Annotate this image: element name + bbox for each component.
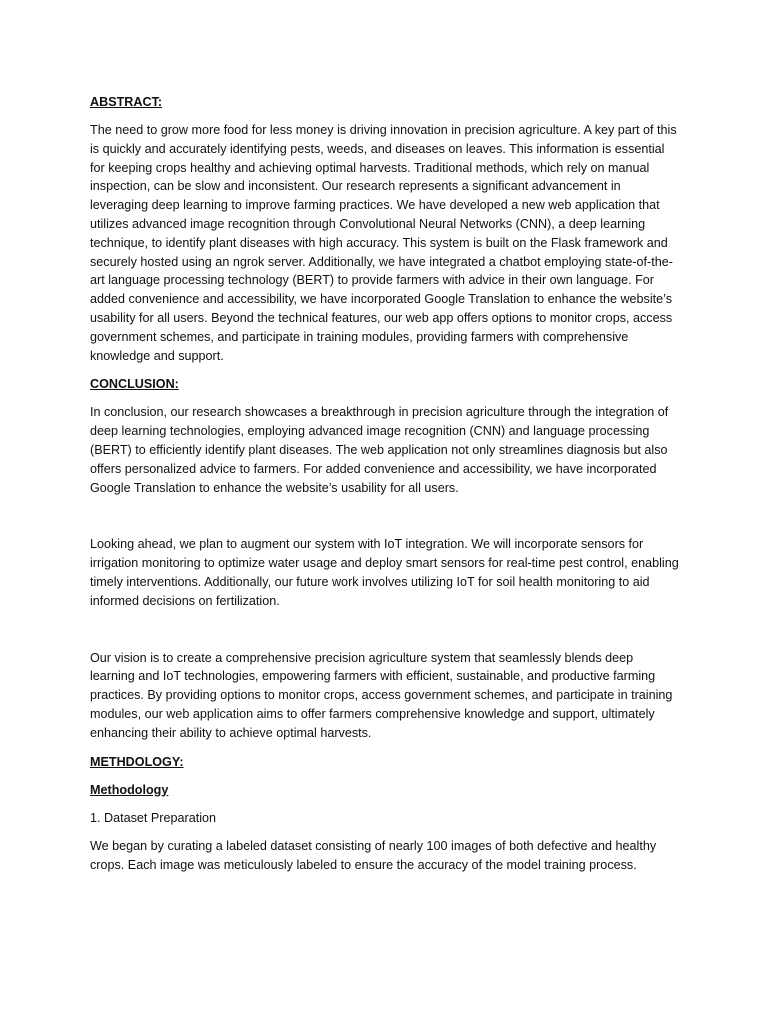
abstract-paragraph: The need to grow more food for less money is driving innovation in precision agriculture. A key part of this is quickly and accurately identifying pests, weeds, and diseases on leaves. This information is essential for keeping crops healthy and achieving optimal harvests. Traditional methods, which rely on manual inspection, can be slow and inconsistent. Our research represents a significant advancement in leveraging deep learning to improve farming practices. We have developed a new web application that utilizes advanced image recognition through Convolutional Neural Networks (CNN), a deep learning technique, to identify plant diseases with high accuracy. This system is built on the Flask framework and securely hosted using an ngrok server. Additionally, we have integrated a chatbot employing state-of-the-art language processing technology (BERT) to provide farmers with advice in their own language. For added convenience and accessibility, we have incorporated Google Translation to enhance the website’s usability for all users. Beyond the technical features, our web app offers options to monitor crops, access government schemes, and participate in training modules, providing farmers with comprehensive knowledge and support.: [90, 123, 677, 363]
dataset-list-item: 1. Dataset Preparation: [90, 810, 217, 825]
abstract-heading: ABSTRACT:: [90, 95, 163, 109]
conclusion-paragraph-1: In conclusion, our research showcases a breakthrough in precision agriculture through the integration of deep learning technologies, employing advanced image recognition (CNN) and language processing (BERT) to efficiently identify plant diseases. The web application not only streamlines diagnosis but also offers personalized advice to farmers. For added convenience and accessibility, we have incorporated Google Translation to enhance the website’s usability for all users.: [90, 405, 669, 495]
document-body: [90, 93, 680, 885]
dataset-paragraph: We began by curating a labeled dataset consisting of nearly 100 images of both defective and healthy crops. Each image was meticulously labeled to ensure the accuracy of the model training process.: [90, 839, 657, 873]
paragraph-spacer: [90, 621, 680, 649]
methodology-subheading: Methodology: [90, 782, 169, 797]
conclusion-heading: CONCLUSION:: [90, 377, 179, 392]
paragraph-spacer: [90, 507, 680, 535]
conclusion-paragraph-2: Looking ahead, we plan to augment our system with IoT integration. We will incorporate sensors for irrigation monitoring to optimize water usage and deploy smart sensors for real-time pest control, enabling timely interventions. Additionally, our future work involves utilizing IoT for soil health monitoring to aid informed decisions on fertilization.: [90, 537, 679, 608]
methodology-heading: METHDOLOGY:: [90, 754, 184, 769]
conclusion-paragraph-3: Our vision is to create a comprehensive precision agriculture system that seamlessly blends deep learning and IoT technologies, empowering farmers with efficient, sustainable, and productive farming practices. By providing options to monitor crops, access government schemes, and participate in training modules, our web application aims to offer farmers comprehensive knowledge and support, ultimately enhancing their ability to achieve optimal harvests.: [90, 650, 673, 740]
